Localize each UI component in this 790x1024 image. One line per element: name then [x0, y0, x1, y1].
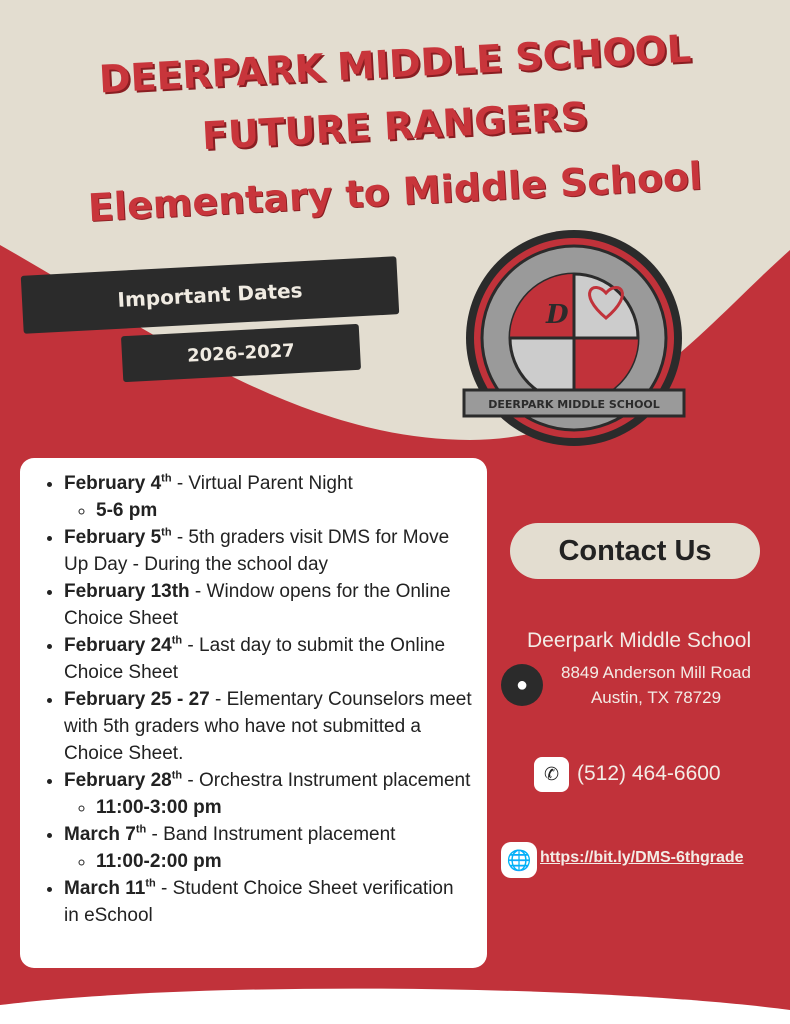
address-line-2: Austin, TX 78729 — [590, 688, 722, 707]
date-item — [64, 632, 473, 686]
contact-us-heading: Contact Us — [510, 523, 760, 579]
date-suffix: th — [161, 526, 172, 539]
date-suffix: th — [145, 877, 156, 890]
location-pin-icon: ● — [501, 664, 543, 706]
date-subitem — [96, 497, 473, 524]
date-item — [64, 524, 473, 578]
date-label: February 25 - 27 — [64, 689, 210, 710]
date-label: February 13th — [64, 581, 190, 602]
svg-text:DEERPARK MIDDLE SCHOOL: DEERPARK MIDDLE SCHOOL — [488, 398, 660, 411]
date-subitem — [96, 794, 473, 821]
date-description: - Last day to submit the Online Choice Sheet — [64, 635, 446, 683]
date-label: February 28 — [64, 770, 172, 791]
year-badge: 2026-2027 — [121, 324, 361, 382]
date-time: 5-6 pm — [96, 500, 158, 521]
date-time: 11:00-3:00 pm — [96, 797, 222, 818]
date-item — [64, 821, 473, 875]
date-item — [64, 470, 473, 524]
school-crest-logo — [456, 228, 692, 458]
date-description: - Elementary Counselors meet with 5th graders who have not submitted a Choice Sheet. — [64, 689, 472, 764]
contact-address — [546, 660, 766, 710]
date-item — [64, 686, 473, 767]
date-suffix: th — [135, 823, 147, 836]
contact-school-name: Deerpark Middle School — [527, 629, 752, 652]
date-description: - Window opens for the Online Choice Sheet — [64, 581, 451, 629]
date-suffix: th — [161, 472, 172, 485]
date-description: - Band Instrument placement — [146, 824, 396, 845]
date-description: - Student Choice Sheet verification in eSchool — [64, 878, 454, 926]
phone-icon: ✆ — [534, 757, 569, 792]
date-description: - Virtual Parent Night — [171, 473, 353, 494]
date-item — [64, 767, 473, 821]
contact-phone[interactable]: (512) 464-6600 — [577, 762, 721, 785]
important-dates-badge: Important Dates — [21, 256, 400, 334]
important-dates-list — [20, 458, 487, 968]
date-label: February 4 — [64, 473, 162, 494]
date-description: - 5th graders visit DMS for Move Up Day - During the school day — [64, 527, 450, 575]
date-subitem — [96, 848, 473, 875]
date-label: March 7 — [64, 824, 136, 845]
svg-text:D: D — [546, 300, 569, 330]
date-description: - Orchestra Instrument placement — [182, 770, 471, 791]
title-subtitle: Elementary to Middle School — [86, 153, 704, 231]
title-school: DEERPARK MIDDLE SCHOOL — [97, 26, 693, 102]
date-item — [64, 875, 473, 929]
address-line-1: 8849 Anderson Mill Road — [561, 663, 751, 682]
date-suffix: th — [171, 769, 183, 782]
date-label: February 5 — [64, 527, 162, 548]
date-time: 11:00-2:00 pm — [96, 851, 222, 872]
globe-icon: 🌐 — [501, 842, 537, 878]
date-label: February 24 — [64, 635, 172, 656]
date-suffix: th — [171, 634, 183, 647]
contact-website-link[interactable]: https://bit.ly/DMS-6thgrade — [540, 849, 744, 866]
date-label: March 11 — [64, 878, 146, 899]
date-item — [64, 578, 473, 632]
title-rangers: FUTURE RANGERS — [200, 93, 590, 159]
